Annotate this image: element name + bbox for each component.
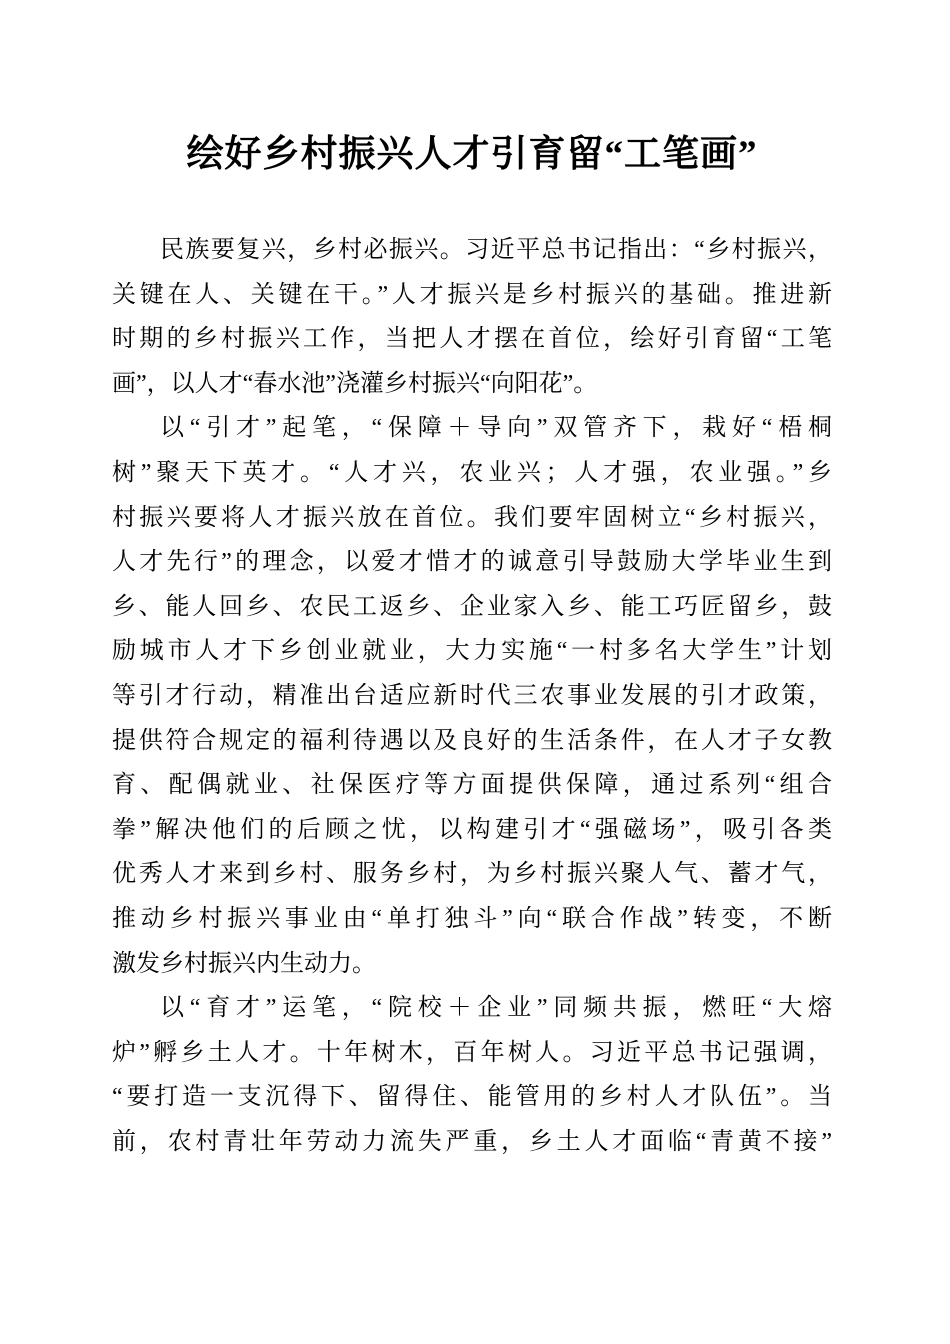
text-line: 炉”孵乡土人才。十年树木，百年树人。习近平总书记强调， xyxy=(112,1039,832,1066)
text-line: 励城市人才下乡创业就业，大力实施“一村多名大学生”计划 xyxy=(112,638,832,665)
text-line: 以“育才”运笔，“院校＋企业”同频共振，燃旺“大熔 xyxy=(160,995,832,1022)
paragraph xyxy=(112,228,832,406)
paragraph xyxy=(112,986,832,1164)
text-line: 关键在人、关键在干。”人才振兴是乡村振兴的基础。推进新 xyxy=(112,281,832,308)
text-line: 树”聚天下英才。“人才兴，农业兴；人才强，农业强。”乡 xyxy=(112,459,832,486)
text-line: 时期的乡村振兴工作，当把人才摆在首位，绘好引育留“工笔 xyxy=(112,326,832,353)
text-line: 推动乡村振兴事业由“单打独斗”向“联合作战”转变，不断 xyxy=(112,905,832,932)
text-line: 拳”解决他们的后顾之忧，以构建引才“强磁场”，吸引各类 xyxy=(112,816,832,843)
paragraph xyxy=(112,406,832,986)
text-line: 民族要复兴，乡村必振兴。习近平总书记指出：“乡村振兴， xyxy=(160,237,832,263)
text-line: 育、配偶就业、社保医疗等方面提供保障，通过系列“组合 xyxy=(112,772,832,799)
text-line: 激发乡村振兴内生动力。 xyxy=(112,950,376,977)
document-title: 绘好乡村振兴人才引育留“工笔画” xyxy=(186,134,758,175)
document-body xyxy=(112,228,832,1164)
text-line: 以“引才”起笔，“保障＋导向”双管齐下，栽好“梧桐 xyxy=(160,415,832,442)
document-content xyxy=(112,0,832,1164)
text-line: 优秀人才来到乡村、服务乡村，为乡村振兴聚人气、蓄才气， xyxy=(112,861,832,888)
text-line: 乡、能人回乡、农民工返乡、企业家入乡、能工巧匠留乡，鼓 xyxy=(112,593,832,620)
text-line: 等引才行动，精准出台适应新时代三农事业发展的引才政策， xyxy=(112,682,832,709)
text-line: “要打造一支沉得下、留得住、能管用的乡村人才队伍”。当 xyxy=(112,1084,832,1111)
text-line: 村振兴要将人才振兴放在首位。我们要牢固树立“乡村振兴， xyxy=(112,504,832,531)
text-line: 前，农村青壮年劳动力流失严重，乡土人才面临“青黄不接” xyxy=(112,1128,832,1155)
text-line: 画”，以人才“春水池”浇灌乡村振兴“向阳花”。 xyxy=(112,370,598,397)
text-line: 人才先行”的理念，以爱才惜才的诚意引导鼓励大学毕业生到 xyxy=(112,549,832,576)
text-line: 提供符合规定的福利待遇以及良好的生活条件，在人才子女教 xyxy=(112,727,832,754)
